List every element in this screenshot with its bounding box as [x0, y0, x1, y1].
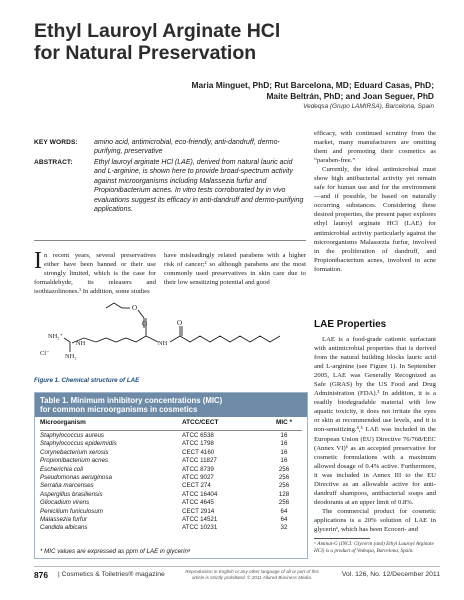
author-list	[94, 80, 434, 101]
strain-cell: ATCC 11827	[182, 457, 217, 465]
section-divider	[34, 240, 306, 241]
microorganism-cell: Aspergillus brasiliensis	[40, 490, 103, 498]
mic-value-cell: 32	[280, 524, 288, 532]
column-header: MIC *	[276, 419, 292, 426]
body-paragraph: Currently, the ideal antimicrobial must show high antibacterial activity yet remain safe for human use and for the environment—and if possible, be based on naturally occurring substances. Considering these desired properties, the present paper explores ethyl lauroyl arginate HCl (LAE) for antimicrobial activity particularly against the microorganisms Malassezia furfur, involved in the proliferation of dandruff, and Propionibacterium acnes, involved in acne formation.	[314, 166, 436, 273]
microorganism-cell: Escherichia coli	[40, 465, 83, 473]
mic-value-cell: 256	[278, 499, 290, 507]
footnote: ᵃ Aminat-G (INCI: Glycerin (and) Ethyl Lauroyl Arginate HCl) is a product of Vedeqsa, Barcelona, Spain.	[314, 541, 434, 554]
abstract-text: Ethyl lauroyl arginate HCl (LAE), derived from natural lauric acid and L-arginine, is shown here to provide broad-spectrum activity against microorganisms including Malassezia furfur and Propionibacterium acnes. In vitro tests corroborated by in vivo evaluations suggest its efficacy in anti-dandruff and dermo-purifying applications.	[94, 159, 304, 214]
body-text: have misleadingly related parabens with a higher risk of cancer;² so although parabens are the most commonly used preservatives in skin care due to their low sensitizing potential and good	[164, 252, 306, 287]
table-row	[40, 432, 302, 440]
strain-cell: ATCC 14521	[182, 515, 218, 523]
strain-cell: CECT 4160	[182, 448, 215, 456]
microorganism-cell: Corynebacterium xerosis	[40, 448, 109, 456]
mic-value-cell: 16	[280, 448, 288, 456]
mic-value-cell: 16	[280, 432, 288, 439]
structure-label-oxygen: O	[142, 320, 148, 328]
structure-label-nh2: NH₂	[65, 353, 77, 360]
table-row	[40, 499, 302, 507]
structure-label-nh: NH	[158, 340, 168, 347]
body-text: n recent years, several preservatives either have been banned or their use strongly limited, which is the case for formaldehyde, its releasers and isothiazolinones.¹ In addition, some studies	[34, 252, 156, 296]
body-paragraph: The commercial product for cosmetic applications is a 20% solution of LAE in glycerinᵃ, which has been Ecocert- and	[314, 507, 436, 533]
column-header: ATCC/CECT	[182, 419, 219, 426]
table-row	[40, 457, 302, 465]
strain-cell: ATCC 8739	[182, 465, 214, 473]
footer-divider	[34, 566, 440, 567]
strain-cell: ATCC 16404	[182, 490, 218, 498]
table-row	[40, 524, 302, 532]
microorganism-cell: Penicilium funiculosum	[40, 507, 103, 515]
table-note: * MIC values are expressed as ppm of LAE in glycerinᵃ	[40, 548, 191, 555]
table-row	[40, 440, 302, 448]
chemical-structure-figure	[34, 300, 306, 370]
structure-label-oxygen: O	[132, 304, 138, 312]
column-header: Microorganism	[40, 419, 86, 426]
mic-value-cell: 16	[280, 457, 288, 465]
structure-label-oxygen: O	[177, 319, 183, 327]
table-title	[40, 396, 302, 414]
mic-value-cell: 256	[278, 482, 290, 490]
affiliation: Vedeqsa (Grupo LAMIRSA), Barcelona, Spain	[303, 103, 434, 110]
table-body	[40, 432, 302, 533]
microorganism-cell: Staphylococcus aureus	[40, 432, 104, 439]
table-row	[40, 449, 302, 457]
table-row	[40, 508, 302, 516]
strain-cell: CECT 2914	[182, 507, 215, 515]
strain-cell: ATCC 9027	[182, 473, 214, 481]
abstract-label: ABSTRACT:	[34, 159, 73, 166]
microorganism-cell: Malassezia furfur	[40, 515, 88, 523]
mic-value-cell: 256	[278, 465, 290, 473]
structure-label-nh2-plus: NH₂⁺	[48, 333, 63, 340]
microorganism-cell: Staphylococcus epidermidis	[40, 440, 117, 448]
mic-value-cell: 64	[280, 515, 288, 523]
microorganism-cell: Candida albicans	[40, 524, 88, 532]
reproduction-notice: Reproduction in English or any other language of all or part of this article is strictly prohibited. © 2011 Allured Business Media.	[185, 569, 319, 580]
strain-cell: ATCC 6538	[182, 432, 214, 439]
microorganism-cell: Propionibacterium acnes	[40, 457, 109, 465]
microorganism-cell: Serratia marcenses	[40, 482, 94, 490]
mic-value-cell: 64	[280, 507, 288, 515]
body-column-3-continued	[314, 335, 436, 534]
mic-table	[34, 392, 308, 559]
table-title-line-2: for common microorganisms in cosmetics	[40, 405, 198, 415]
mic-value-cell: 128	[278, 490, 290, 498]
keywords-text: amino acid, antimicrobial, eco-friendly, anti-dandruff, dermo-purifying, preservative	[94, 139, 280, 156]
table-title-bar	[35, 393, 307, 417]
structure-label-chloride: Cl⁻	[40, 350, 50, 357]
table-row	[40, 516, 302, 524]
body-column-2	[164, 251, 306, 287]
volume-issue: Vol. 126, No. 12/December 2011	[341, 571, 440, 578]
author-line-1: Maria Minguet, PhD; Rut Barcelona, MD; Eduard Casas, PhD;	[191, 80, 434, 90]
page-number: 876	[34, 570, 48, 580]
strain-cell: ATCC 1798	[182, 440, 214, 448]
table-row	[40, 474, 302, 482]
article-title-line-1: Ethyl Lauroyl Arginate HCl	[34, 20, 281, 42]
footnote-divider	[314, 538, 370, 539]
body-column-1	[34, 248, 156, 296]
strain-cell: ATCC 10231	[182, 524, 218, 532]
article-title	[34, 20, 334, 64]
mic-value-cell: 256	[278, 473, 290, 481]
keywords-label: KEY WORDS:	[34, 139, 78, 146]
author-line-2: Maite Beltrán, PhD; and Joan Seguer, PhD	[266, 90, 434, 101]
table-row	[40, 491, 302, 499]
body-paragraph: LAE is a food-grade cationic surfactant with antimicrobial properties that is derived from the natural building blocks lauric acid and L-arginine (see Figure 1). In September 2005, LAE was Generally Recognized as Safe (GRAS) by the US Food and Drug Administration (FDA).³ In addition, it is a readily biodegradable material with low aquatic toxicity, it does not irritate the eyes or skin at recommended use levels, and it is non-sensitizing.⁴,⁵ LAE was included in the European Union (EU) Directive 76/768/EEC (Annex VI)⁶ as an accepted preservative for cosmetic formulations with a maximum allowed dosage of 0.4% active. Furthermore, it was included in Annex III to the EU Directive as an allowable active for anti-dandruff shampoos, antibacterial soaps and deodorants at an upper limit of 0.8%.	[314, 336, 436, 506]
section-heading: LAE Properties	[314, 319, 387, 330]
mic-value-cell: 16	[280, 440, 288, 448]
table-title-line-1: Table 1. Minimum inhibitory concentrations (MIC)	[40, 396, 223, 405]
table-row	[40, 466, 302, 474]
figure-caption: Figure 1. Chemical structure of LAE	[34, 377, 140, 384]
drop-cap: I	[34, 248, 42, 274]
magazine-name: | Cosmetics & Toiletries® magazine	[58, 571, 165, 578]
body-paragraph: efficacy, with continued scrutiny from the market, many manufacturers are omitting them and promoting their cosmetics as “paraben-free.”	[314, 130, 436, 165]
structure-label-nh: NH	[76, 340, 86, 347]
microorganism-cell: Gliocadium virens	[40, 499, 90, 507]
microorganism-cell: Pseudomonas aeruginosa	[40, 473, 112, 481]
table-header-row	[40, 419, 302, 431]
body-column-3	[314, 129, 436, 274]
table-row	[40, 482, 302, 490]
strain-cell: CECT 274	[182, 482, 211, 490]
article-title-line-2: for Natural Preservation	[34, 42, 257, 64]
strain-cell: ATCC 4645	[182, 499, 214, 507]
